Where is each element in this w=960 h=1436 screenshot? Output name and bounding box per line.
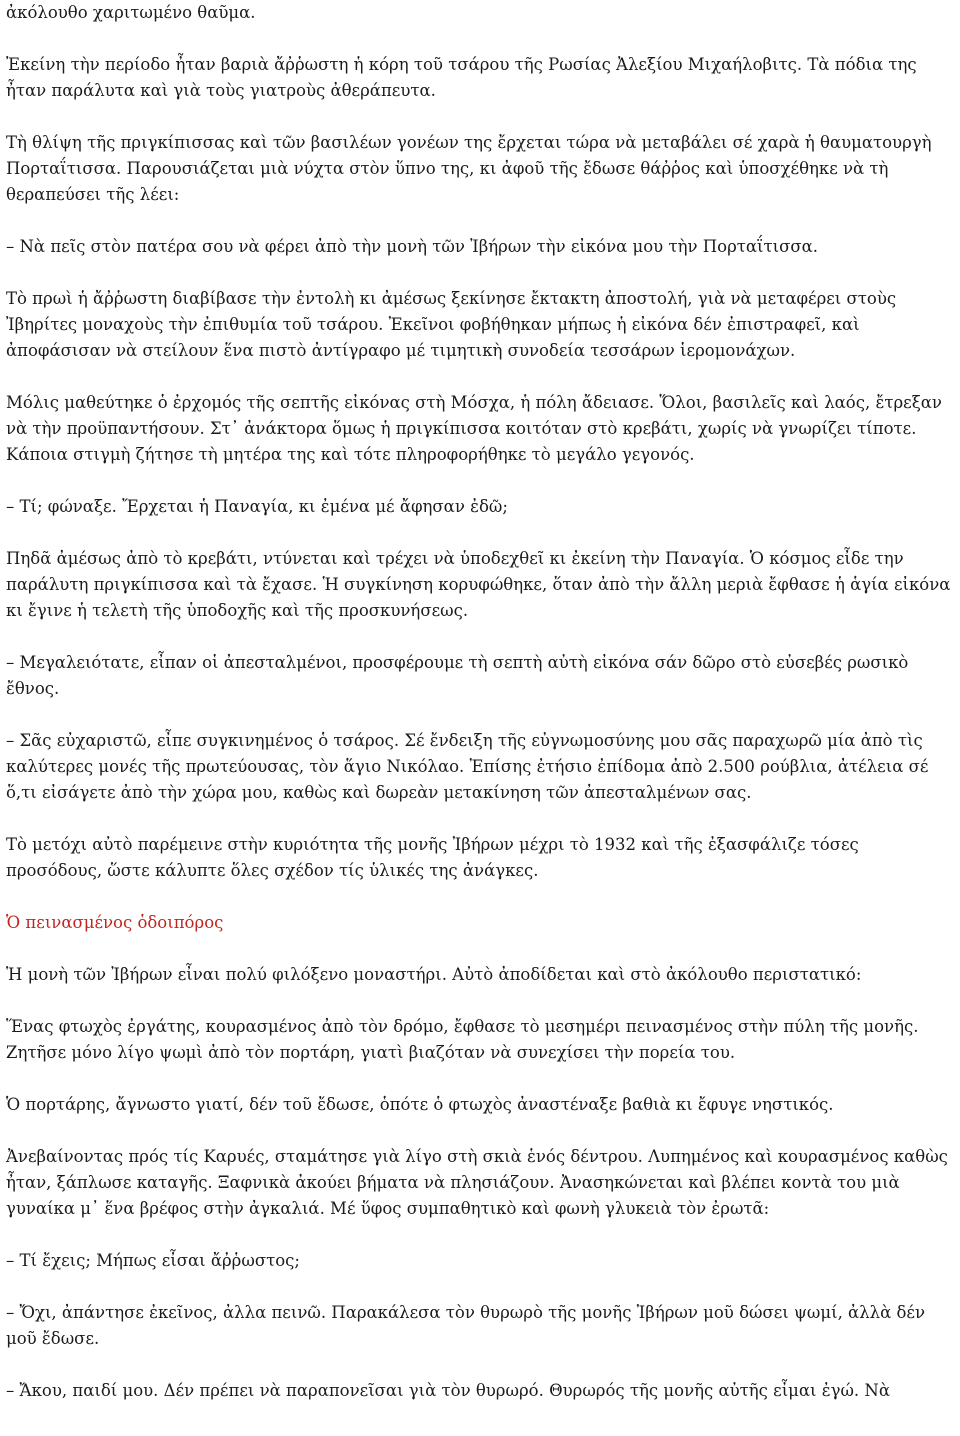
paragraph-5: Τὸ πρωὶ ἡ ἄῤῥωστη διαβίβασε τὴν ἐντολὴ κι ἀμέσως ξεκίνησε ἔκτακτη ἀποστολή, γιὰ νὰ μεταφέρει στοὺς Ἰβηρίτες μοναχοὺς τὴν ἐπιθυμία τοῦ τσάρου. Ἐκεῖνοι φοβήθηκαν μήπως ἡ εἰκόνα δέν ἐπιστραφεῖ, καὶ ἀποφάσισαν νὰ στείλουν ἕνα πιστὸ ἀντίγραφο μέ τιμητικὴ συνοδεία τεσσάρων ἱερομονάχων. (6, 289, 897, 360)
paragraph-7: – Τί; φώναξε. Ἔρχεται ἡ Παναγία, κι ἐμένα μέ ἄφησαν ἐδῶ; (6, 497, 508, 516)
paragraph-6: Μόλις μαθεύτηκε ὁ ἐρχομός τῆς σεπτῆς εἰκόνας στὴ Μόσχα, ἡ πόλη ἄδειασε. Ὅλοι, βασιλεῖς καὶ λαός, ἔτρεξαν νὰ τὴν προϋπαντήσουν. Στ᾽ ἀνάκτορα ὅμως ἡ πριγκίπισσα κοιτόταν στὸ κρεβάτι, χωρίς νὰ γνωρίζει τίποτε. Κάποια στιγμὴ ζήτησε τὴ μητέρα της καὶ τότε πληροφορήθηκε τὸ μεγάλο γεγονός. (6, 393, 942, 464)
paragraph-4: – Νὰ πεῖς στὸν πατέρα σου νὰ φέρει ἀπὸ τὴν μονὴ τῶν Ἰβήρων τὴν εἰκόνα μου τὴν Πορταΐτισσα. (6, 237, 819, 256)
paragraph-8: Πηδᾶ ἀμέσως ἀπὸ τὸ κρεβάτι, ντύνεται καὶ τρέχει νὰ ὑποδεχθεῖ κι ἐκείνη τὴν Παναγία. Ὁ κόσμος εἶδε την παράλυτη πριγκίπισσα καὶ τὰ ἔχασε. Ἡ συγκίνηση κορυφώθηκε, ὅταν ἀπὸ τὴν ἄλλη μεριὰ ἔφθασε ἡ ἁγία εἰκόνα κι ἔγινε ἡ τελετὴ τῆς ὑποδοχῆς καὶ τῆς προσκυνήσεως. (6, 549, 951, 620)
section-paragraph-6: – Ὄχι, ἀπάντησε ἐκεῖνος, ἀλλα πεινῶ. Παρακάλεσα τὸν θυρωρὸ τῆς μονῆς Ἰβήρων μοῦ δώσει ψωμί, ἀλλὰ δέν μοῦ ἔδωσε. (6, 1303, 926, 1348)
section-paragraph-4: Ἀνεβαίνοντας πρός τίς Καρυές, σταμάτησε γιὰ λίγο στὴ σκιὰ ἑνός δέντρου. Λυπημένος καὶ κουρασμένος καθὼς ἦταν, ξάπλωσε καταγῆς. Ξαφνικὰ ἀκούει βήματα νὰ πλησιάζουν. Ἀνασηκώνεται καὶ βλέπει κοντὰ του μιὰ γυναίκα μ᾽ ἕνα βρέφος στὴν ἀγκαλιά. Μέ ὕφος συμπαθητικὸ καὶ φωνὴ γλυκειὰ τὸν ἐρωτᾶ: (6, 1147, 948, 1218)
paragraph-1: ἀκόλουθο χαριτωμένο θαῦμα. (6, 3, 256, 22)
paragraph-11: Τὸ μετόχι αὐτὸ παρέμεινε στὴν κυριότητα τῆς μονῆς Ἰβήρων μέχρι τὸ 1932 καὶ τῆς ἐξασφάλιζε τόσες προσόδους, ὥστε κάλυπτε ὅλες σχέδον τίς ὑλικές της ἀνάγκες. (6, 835, 859, 880)
paragraph-9: – Μεγαλειότατε, εἶπαν οἱ ἀπεσταλμένοι, προσφέρουμε τὴ σεπτὴ αὐτὴ εἰκόνα σάν δῶρο στὸ εὐσεβές ρωσικὸ ἔθνος. (6, 653, 909, 698)
paragraph-3: Τὴ θλίψη τῆς πριγκίπισσας καὶ τῶν βασιλέων γονέων της ἔρχεται τώρα νὰ μεταβάλει σέ χαρὰ ἡ θαυματουργὴ Πορταΐτισσα. Παρουσιάζεται μιὰ νύχτα στὸν ὕπνο της, κι ἀφοῦ τῆς ἔδωσε θάῤῥος καὶ ὑποσχέθηκε νὰ τὴ θεραπεύσει τῆς λέει: (6, 133, 932, 204)
section-paragraph-2: Ἕνας φτωχὸς ἐργάτης, κουρασμένος ἀπὸ τὸν δρόμο, ἔφθασε τὸ μεσημέρι πεινασμένος στὴν πύλη τῆς μονῆς. Ζητῆσε μόνο λίγο ψωμὶ ἀπὸ τὸν πορτάρη, γιατὶ βιαζόταν νὰ συνεχίσει τὴν πορεία του. (6, 1017, 919, 1062)
section-paragraph-3: Ὁ πορτάρης, ἄγνωστο γιατί, δέν τοῦ ἔδωσε, ὁπότε ὁ φτωχὸς ἀναστέναξε βαθιὰ κι ἔφυγε νηστικός. (6, 1095, 834, 1114)
section-paragraph-7: – Ἄκου, παιδί μου. Δέν πρέπει νὰ παραπονεῖσαι γιὰ τὸν θυρωρό. Θυρωρός τῆς μονῆς αὐτῆς εἶμαι ἐγώ. Νὰ (6, 1381, 890, 1400)
document-page (6, 0, 956, 1404)
section-paragraph-1: Ἡ μονὴ τῶν Ἰβήρων εἶναι πολύ φιλόξενο μοναστήρι. Αὐτὸ ἀποδίδεται καὶ στὸ ἀκόλουθο περιστατικό: (6, 965, 862, 984)
paragraph-10: – Σᾶς εὐχαριστῶ, εἶπε συγκινημένος ὁ τσάρος. Σέ ἔνδειξη τῆς εὐγνωμοσύνης μου σᾶς παραχωρῶ μία ἀπὸ τὶς καλύτερες μονές τῆς πρωτεύουσας, τὸν ἅγιο Νικόλαο. Ἐπίσης ἐτήσιο ἐπίδομα ἀπὸ 2.500 ρούβλια, ἀτέλεια σέ ὅ,τι εἰσάγετε ἀπὸ τὴν χώρα μου, καθὼς καὶ δωρεὰν μετακίνηση τῶν ἀπεσταλμένων σας. (6, 731, 929, 802)
section-paragraph-5: – Τί ἔχεις; Μήπως εἶσαι ἄῤῥωστος; (6, 1251, 300, 1270)
section-heading: Ὁ πεινασμένος ὁδοιπόρος (6, 913, 224, 932)
paragraph-2: Ἐκείνη τὴν περίοδο ἦταν βαριὰ ἄῤῥωστη ἡ κόρη τοῦ τσάρου τῆς Ρωσίας Ἀλεξίου Μιχαήλοβιτς. Τὰ πόδια της ἦταν παράλυτα καὶ γιὰ τοὺς γιατροὺς ἀθεράπευτα. (6, 55, 917, 100)
